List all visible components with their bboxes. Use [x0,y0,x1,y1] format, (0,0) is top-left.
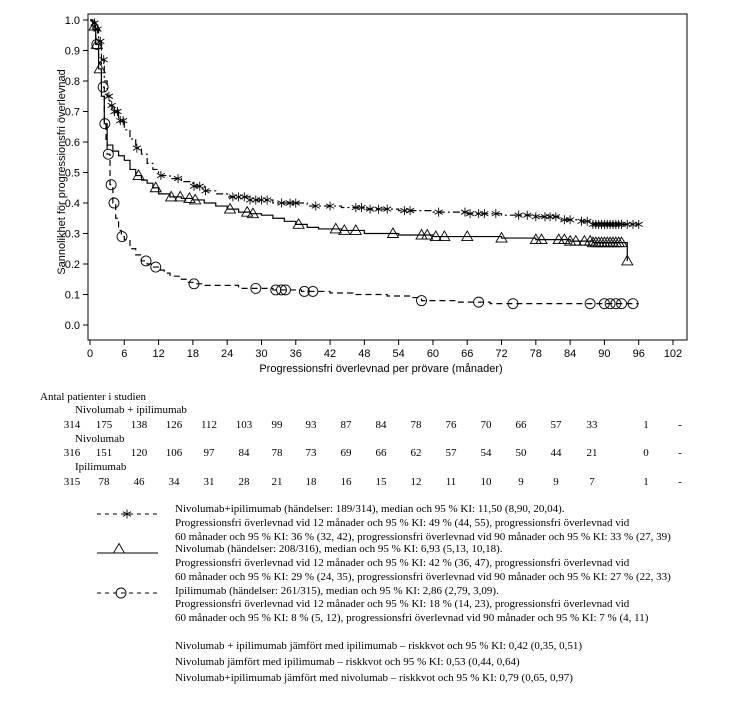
risk-count-cell: 44 [550,447,562,459]
risk-count-cell: - [678,447,682,459]
x-tick-label: 78 [529,348,542,360]
hazard-ratio-line: Nivolumab+ipilimumab jämfört med nivolumab – riskkvot och 95 % KI: 0,79 (0,65, 0,97) [175,672,573,684]
risk-count-cell: 97 [203,447,215,459]
y-tick-label: 0.0 [64,320,80,332]
censor-mark-nivolumab-ipilimumab [105,92,113,101]
risk-count-cell: 1 [643,476,649,488]
risk-count-cell: 93 [305,419,317,431]
risk-count-cell: - [678,476,682,488]
risk-count-cell: 46 [133,476,145,488]
risk-count-cell: 18 [305,476,317,488]
censor-mark-nivolumab-ipilimumab [235,192,243,201]
legend-symbol-1 [97,510,158,519]
censor-mark-nivolumab [330,223,341,233]
legend-entry-3-line-3: 60 månader och 95 % KI: 8 % (5, 12), progressionsfri överlevnad vid 90 månader och 95 % KI: 7 % (4, 11) [175,612,649,624]
legend-entry-2-line-1 [175,543,503,556]
risk-row-label: Nivolumab [75,433,125,445]
risk-count-cell: 54 [480,447,492,459]
risk-count-cell: 78 [271,447,283,459]
censor-mark-nivolumab-ipilimumab [133,144,141,153]
risk-count-cell: 120 [130,447,148,459]
legend-series-name: Ipilimumab [175,585,227,597]
risk-count-cell: 151 [95,447,113,459]
risk-count-cell: 87 [340,419,352,431]
risk-count-cell: 175 [95,419,113,431]
censor-mark-nivolumab [536,234,547,244]
risk-count-cell: 70 [480,419,492,431]
x-tick-label: 102 [663,348,683,360]
hazard-ratio-line: Nivolumab jämfört med ipilimumab – riskkvot och 95 % KI: 0,53 (0,44, 0,64) [175,656,520,668]
risk-count-cell: 50 [515,447,527,459]
risk-count-cell: 66 [515,419,527,431]
y-tick-label: 0.4 [64,198,80,210]
x-tick-label: 24 [221,348,234,360]
risk-count-cell: 76 [445,419,457,431]
risk-row-label: Ipilimumab [75,461,127,473]
y-axis-label: Sannolikhet för progressionsfri överlevnad [56,69,68,275]
risk-count-cell: 10 [480,476,492,488]
risk-count-cell: 28 [238,476,250,488]
x-tick-label: 36 [289,348,302,360]
y-tick-label: 0.2 [64,259,80,271]
censor-mark-nivolumab-ipilimumab [263,195,271,204]
risk-count-cell: 7 [589,476,595,488]
legend-entry-1-line-3: 60 månader och 95 % KI: 36 % (32, 42), progressionsfri överlevnad vid 90 månader och 95 % KI: 33 % (27, 39) [175,531,671,543]
x-tick-label: 48 [358,348,371,360]
legend-entry-3-line-2: Progressionsfri överlevnad vid 12 månader och 95 % KI: 18 % (14, 23), progressionsfri överlevnad vid [175,598,630,610]
risk-count-cell: 34 [168,476,180,488]
risk-count-cell: 16 [340,476,352,488]
x-tick-label: 90 [598,348,611,360]
x-tick-label: 0 [86,348,94,360]
y-tick-label: 1.0 [64,15,80,27]
risk-table-title: Antal patienter i studien [40,391,146,403]
legend-series-name: Nivolumab+ipilimumab [175,503,282,515]
km-curve-ipilimumab [90,20,639,304]
censor-mark-nivolumab [175,191,186,201]
censor-mark-nivolumab [133,170,144,180]
risk-count-cell: 1 [643,419,649,431]
y-tick-label: 0.9 [64,45,80,58]
censor-mark-nivolumab-ipilimumab [400,206,408,215]
risk-count-cell: 84 [375,419,387,431]
risk-count-cell: 314 [63,419,81,431]
legend-entry-1-line-2: Progressionsfri överlevnad vid 12 månader och 95 % KI: 49 % (44, 55), progressionsfri överlevnad vid [175,517,630,529]
risk-count-cell: 73 [305,447,317,459]
risk-count-cell: 69 [340,447,352,459]
y-tick-label: 0.6 [64,137,80,149]
x-axis-label: Progressionsfri överlevnad per prövare (månader) [259,363,503,375]
legend-entry-2-line-3: 60 månader och 95 % KI: 29 % (24, 35), progressionsfri överlevnad vid 90 månader och 95 % KI: 27 % (22, 33) [175,571,671,583]
censor-mark-nivolumab [553,234,564,244]
legend-marker-triangle [114,544,125,554]
censor-mark-nivolumab [422,230,433,240]
censor-mark-nivolumab-ipilimumab [546,212,554,221]
risk-count-cell: 0 [643,447,649,459]
series-nivolumab [89,20,633,265]
risk-count-cell: 57 [550,419,562,431]
km-curve-nivolumab [90,20,627,261]
risk-count-cell: 31 [203,476,215,488]
x-tick-label: 12 [152,348,165,360]
censor-mark-ipilimumab [109,198,119,208]
legend-symbol-2 [97,544,158,554]
risk-count-cell: 11 [445,476,457,488]
x-tick-label: 18 [186,348,200,360]
x-tick-label: 60 [426,348,440,360]
risk-count-cell: 21 [586,447,598,459]
censor-mark-nivolumab [225,204,236,214]
risk-count-cell: 33 [586,419,598,431]
censor-mark-nivolumab [416,230,427,240]
risk-count-cell: 103 [235,419,253,431]
censor-mark-nivolumab [387,228,398,238]
legend-series-name: Nivolumab [175,543,225,555]
risk-count-cell: 126 [165,419,183,431]
legend-entry-2-line-2: Progressionsfri överlevnad vid 12 månader och 95 % KI: 42 % (36, 47), progressionsfri överlevnad vid [175,557,630,569]
x-tick-label: 66 [461,348,474,360]
risk-count-cell: 99 [271,419,283,431]
x-tick-label: 54 [392,348,405,360]
censor-mark-nivolumab [293,219,304,229]
risk-row-label: Nivolumab + ipilimumab [75,404,187,416]
risk-count-cell: 21 [271,476,283,488]
series-ipilimumab [90,20,639,309]
x-tick-label: 84 [563,348,577,360]
risk-count-cell: 112 [200,419,218,431]
risk-count-cell: 84 [238,447,250,459]
risk-count-cell: 316 [63,447,81,459]
y-tick-label: 0.1 [64,289,80,302]
censor-mark-nivolumab [350,225,361,235]
legend-summary: (händelser: 189/314), median och 95 % KI: 11,50 (8,90, 20,04). [284,503,565,515]
censor-mark-nivolumab [462,231,473,241]
x-tick-label: 72 [495,348,508,360]
risk-count-cell: 315 [63,476,81,488]
y-tick-label: 0.3 [64,228,80,241]
hazard-ratio-line: Nivolumab + ipilimumab jämfört med ipilimumab – riskkvot och 95 % KI: 0,42 (0,35, 0,51) [175,640,583,652]
risk-count-cell: 78 [410,419,422,431]
censor-mark-nivolumab [94,63,105,73]
legend-summary: (händelser: 261/315), median och 95 % KI: 2,86 (2,79, 3,09). [229,585,499,597]
risk-count-cell: 138 [130,419,148,431]
risk-count-cell: 9 [553,476,559,488]
legend-symbol-3 [97,588,158,598]
x-tick-label: 30 [255,348,268,360]
censor-mark-nivolumab [166,191,177,201]
y-tick-label: 0.5 [64,167,80,180]
risk-count-cell: 12 [410,476,422,488]
risk-count-cell: 9 [518,476,524,488]
risk-count-cell: 62 [410,447,422,459]
legend-entry-3-line-1 [175,585,499,598]
y-tick-label: 0.8 [64,76,80,88]
x-tick-label: 42 [323,348,337,360]
x-tick-label: 96 [632,348,645,360]
legend-entry-1-line-1 [175,503,565,516]
risk-count-cell: 106 [165,447,183,459]
risk-count-cell: 15 [375,476,387,488]
risk-count-cell: 66 [375,447,387,459]
x-tick-label: 6 [121,348,128,360]
risk-count-cell: 57 [445,447,457,459]
y-tick-label: 0.7 [64,106,80,119]
legend-summary: (händelser: 208/316), median och 95 % KI: 6,93 (5,13, 10,18). [227,543,503,555]
risk-count-cell: 78 [98,476,110,488]
risk-count-cell: - [678,419,682,431]
